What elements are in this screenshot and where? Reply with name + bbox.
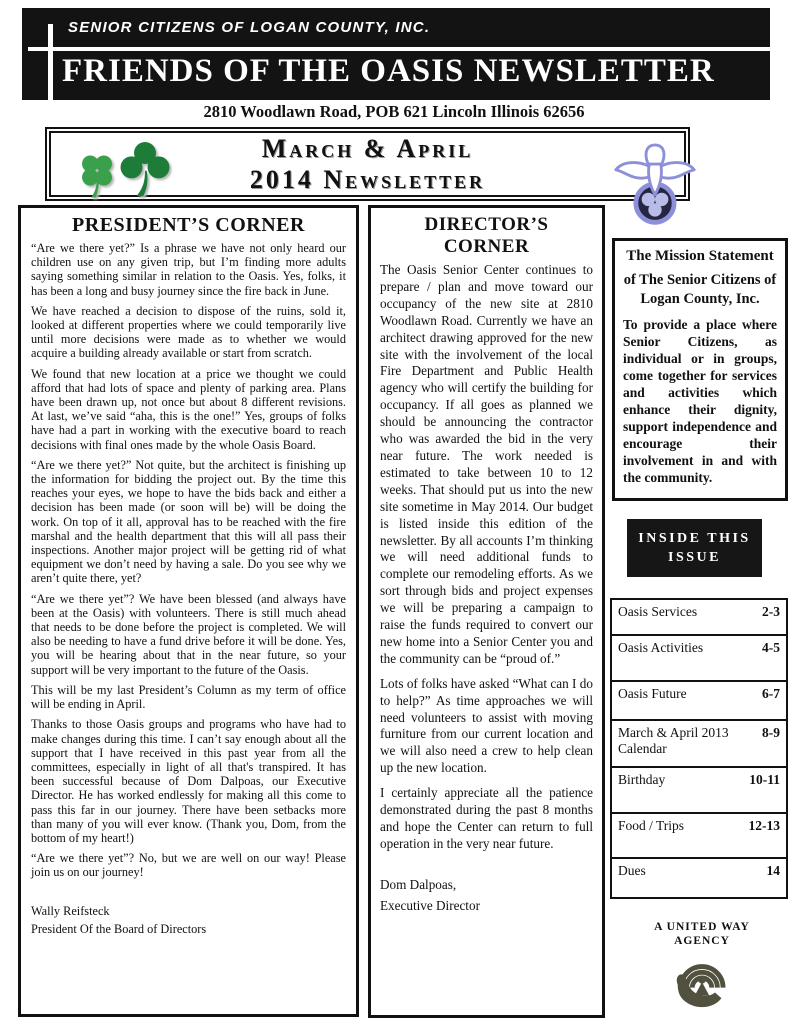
toc-item-pages: 2-3 xyxy=(762,604,780,619)
presidents-paragraph: We have reached a decision to dispose of the ruins, sold it, looked at different properties where we could temporarily live until more decisions were made as to whether we would acquire a building already available or start from scratch. xyxy=(31,303,346,361)
directors-paragraph: Lots of folks have asked “What can I do to help?” As time approaches we will need volunteers to assist with moving furniture from our current location and we will also need a crew to help clean up the new location. xyxy=(380,675,593,776)
presidents-paragraph: This will be my last President’s Column as my term of office will be ending in April. xyxy=(31,682,346,712)
toc-item-pages: 12-13 xyxy=(748,818,780,833)
toc-table xyxy=(610,598,788,899)
mission-body-text: To provide a place where Senior Citizens, as individual or in groups, come together for services and activities which enhance their dignity, support independence and encourage their involvement in and with the community. xyxy=(623,317,777,485)
directors-paragraph: The Oasis Senior Center continues to prepare / plan and move toward our occupancy of the new site at 2810 Woodlawn Road. Currently we have an architect drawing approved for the new site with the involvement of the local Fire Department and Public Health agency who will certify the building for occupancy. If all goes as planned we should be announcing the contractor who was awarded the bid in the very near future. The work needed is estimated to take between 10 to 12 weeks. That should put us into the new site sometime in May 2014. Our budget is listed inside this edition of the newsletter. By all accounts I’m thinking we will need additional funds to complete our remodeling efforts. As we sort through bids and project expenses we will be preparing a campaign to raise the funds required to convert our new home into a Senior Center you and the community can be “proud of.” xyxy=(380,262,593,666)
united-way-label-line1: A UNITED WAY xyxy=(654,921,750,933)
four-leaf-clover-icon xyxy=(76,150,118,205)
directors-corner-title: DIRECTOR’S CORNER xyxy=(424,214,549,257)
masthead xyxy=(22,8,770,100)
toc-item-label: Oasis Future xyxy=(618,686,687,701)
issue-year-line: 2014 Newsletter xyxy=(249,165,486,194)
president-signature-role: President Of the Board of Directors xyxy=(31,921,207,936)
presidents-paragraph: “Are we there yet”? No, but we are well on our way! Please join us on our journey! xyxy=(31,851,346,880)
address-line: 2810 Woodlawn Road, POB 621 Lincoln Illinois 62656 xyxy=(203,102,585,121)
toc-item-label: Oasis Activities xyxy=(618,640,704,655)
dove-icon xyxy=(612,142,698,235)
toc-item-label: Birthday xyxy=(618,772,666,787)
organization-name: SENIOR CITIZENS OF LOGAN COUNTY, INC. xyxy=(68,19,431,36)
directors-paragraph: I certainly appreciate all the patience demonstrated during the past 8 months and hope the Center can return to full operation in the very near future. xyxy=(380,785,593,851)
toc-item-pages: 4-5 xyxy=(762,640,780,655)
toc-item-label: Dues xyxy=(618,863,646,878)
issue-month-line: March & April xyxy=(261,134,474,163)
toc-item-pages: 8-9 xyxy=(762,725,780,740)
presidents-paragraph: Thanks to those Oasis groups and programs who have had to make changes during this time. I can’t say enough about all the support that I have received in this past year from all the committees, especially in light of all that's transpired. It has been successful because of Dom Dalpoas, our Executive Director. He has worked endlessly for making all this come to pass this far in our journey. There have been setbacks more than many of you will ever know. (Thank you, Dom, from the bottom of my heart!) xyxy=(31,717,346,845)
toc-row xyxy=(612,859,786,897)
toc-item-label: Food / Trips xyxy=(618,818,685,833)
toc-item-label: March & April 2013 Calendar xyxy=(618,725,729,756)
masthead-divider-line xyxy=(28,47,770,51)
president-signature-name: Wally Reifsteck xyxy=(31,903,110,918)
toc-item-pages: 10-11 xyxy=(749,772,780,787)
shamrock-icon xyxy=(118,140,172,203)
toc-row xyxy=(612,636,786,682)
presidents-corner-title: PRESIDENT’S CORNER xyxy=(72,214,305,236)
director-signature-role: Executive Director xyxy=(380,897,480,913)
toc-row xyxy=(612,721,786,768)
presidents-paragraph: “Are we there yet?” Is a phrase we have not only heard our children use on any given trip, but I’m finding more adults saying something similar in relation to the Oasis. Yes, folks, it has been a long and busy journey since the fire back in June. xyxy=(31,241,346,298)
inside-issue-line1: INSIDE THIS xyxy=(638,531,751,546)
directors-corner-section xyxy=(368,205,605,1018)
inside-this-issue-header xyxy=(627,519,762,577)
toc-item-label: Oasis Services xyxy=(618,604,698,619)
toc-item-pages: 14 xyxy=(766,863,780,878)
masthead-vertical-line xyxy=(48,24,53,100)
inside-issue-line2: ISSUE xyxy=(668,550,721,565)
toc-row xyxy=(612,814,786,859)
toc-row xyxy=(612,600,786,636)
presidents-paragraph: We found that new location at a price we thought we could afford that had lots of space and plenty of parking area. Plans have been drawn up, not once but about 8 different revisions. At last, we’ve said “aha, this is the one!” Yes, groups of folks have had a part in working with the executive board to reach decisions with final ones made by the whole Oasis Board. xyxy=(31,366,346,452)
united-way-label-line2: AGENCY xyxy=(674,935,730,947)
presidents-paragraph: “Are we there yet?” Not quite, but the architect is finishing up the information for bidding the project out. By the time this reaches your eyes, we hope to have the bids back and either a decision has been made (or soon will be) will be doing the work. On top of it all, approval has to be reached with the fire marshal and the health department that this will all pass their inspections. Another major project will be getting rid of what equipment we don’t need by having a sale. Do you see why we aren’t quite there, yet? xyxy=(31,457,346,586)
united-way-logo-icon xyxy=(632,952,772,1017)
mission-heading-line1: The Mission Statement xyxy=(626,248,774,264)
presidents-corner-section xyxy=(18,205,359,1017)
presidents-paragraph: “Are we there yet”? We have been blessed (and always have been at the Oasis) with volunteers. There is still much ahead that needs to be done before the project is completed. We will also be needing to have a fund drive before it will be done. Yes, you will be hearing about that in the near future, so your support will be very important to the future of the Oasis. xyxy=(31,591,346,677)
toc-item-pages: 6-7 xyxy=(762,686,780,701)
newsletter-title: FRIENDS OF THE OASIS NEWSLETTER xyxy=(62,53,715,89)
mission-heading-line2: of The Senior Citizens of Logan County, Inc. xyxy=(623,272,777,307)
united-way-agency xyxy=(632,920,772,1017)
director-signature-name: Dom Dalpoas, xyxy=(380,876,457,892)
toc-row xyxy=(612,682,786,721)
mission-statement-box xyxy=(612,238,788,501)
toc-row xyxy=(612,768,786,814)
